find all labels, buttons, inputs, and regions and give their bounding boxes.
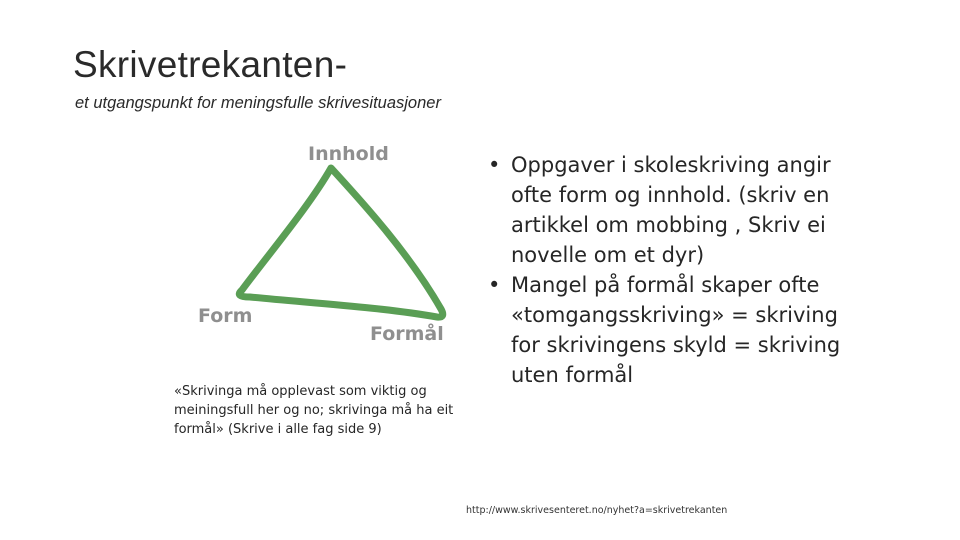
source-link[interactable]: http://www.skrivesenteret.no/nyhet?a=skrivetrekanten — [466, 505, 728, 516]
bullet-marker: • — [488, 153, 501, 177]
writing-triangle-diagram — [190, 135, 470, 355]
label-innhold: Innhold — [308, 143, 389, 165]
triangle-shape — [239, 168, 442, 317]
diagram-caption: «Skrivinga må opplevast som viktig og meiningsfull her og no; skrivinga må ha eit formål» (Skrive i alle fag side 9) — [174, 384, 454, 437]
bullet-text: Mangel på formål skaper ofte «tomgangsskriving» = skriving for skrivingens skyld = skriving uten formål — [511, 273, 841, 387]
bullet-list — [486, 150, 866, 390]
slide-subtitle: et utgangspunkt for meningsfulle skrivesituasjoner — [75, 94, 441, 112]
bullet-item — [486, 150, 866, 270]
bullet-item — [486, 270, 866, 390]
bullet-text: Oppgaver i skoleskriving angir ofte form og innhold. (skriv en artikkel om mobbing , Skriv ei novelle om et dyr) — [511, 153, 831, 267]
slide-title: Skrivetrekanten- — [73, 44, 348, 85]
label-formal: Formål — [370, 323, 444, 345]
bullet-marker: • — [488, 273, 501, 297]
triangle-svg — [190, 135, 470, 355]
label-form: Form — [198, 305, 253, 327]
